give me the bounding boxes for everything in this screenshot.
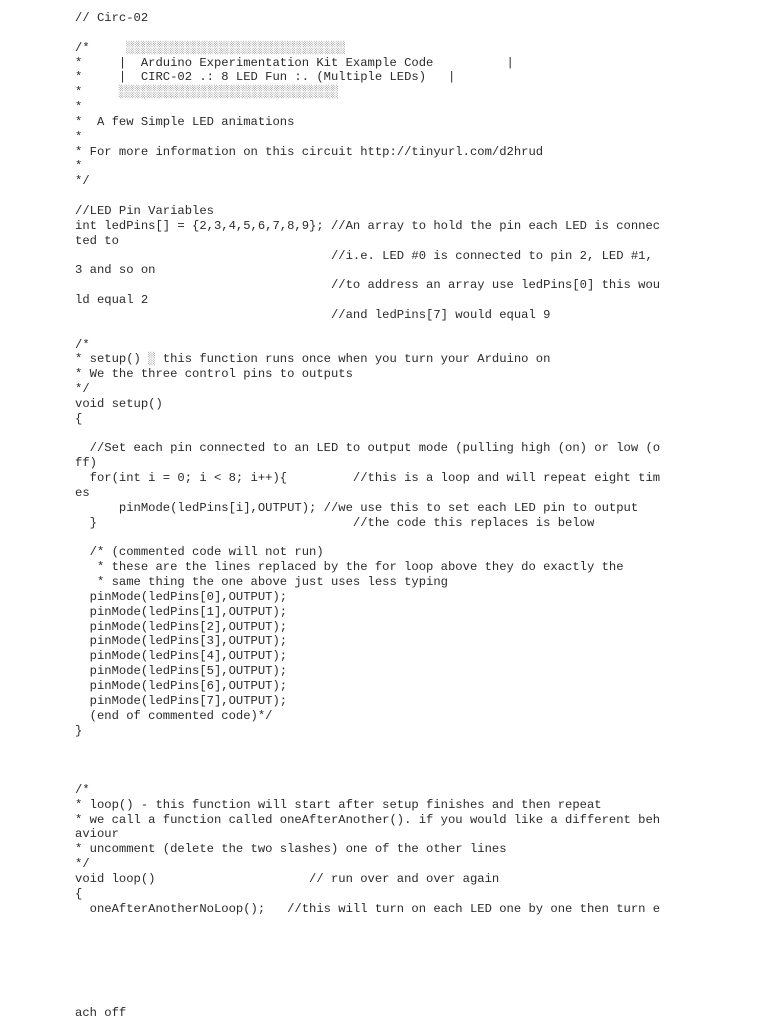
code-line: int ledPins[] = {2,3,4,5,6,7,8,9}; //An array to hold the pin each LED is connec	[75, 218, 661, 233]
code-line: pinMode(ledPins[2],OUTPUT);	[75, 619, 288, 634]
code-line: * A few Simple LED animations	[75, 114, 295, 129]
code-line: pinMode(ledPins[5],OUTPUT);	[75, 664, 288, 679]
code-line: pinMode(ledPins[i],OUTPUT); //we use this to set each LED pin to output	[75, 500, 639, 515]
code-line: * we call a function called oneAfterAnother(). if you would like a different beh	[75, 812, 661, 827]
code-line: */	[75, 174, 90, 189]
code-line: *	[75, 159, 83, 174]
code-line: //Set each pin connected to an LED to output mode (pulling high (on) or low (o	[75, 441, 661, 456]
code-line: * ░░░░░░░░░░░░░░░░░░░░░░░░░░░░░░	[75, 85, 339, 100]
code-line: // Circ-02	[75, 11, 149, 25]
code-line: */	[75, 382, 90, 397]
code-line: * these are the lines replaced by the for loop above they do exactly the	[75, 560, 624, 575]
code-line: ld equal 2	[75, 293, 149, 308]
code-line	[75, 768, 675, 783]
code-line: * | Arduino Experimentation Kit Example Code |	[75, 55, 514, 70]
code-line: */	[75, 857, 90, 872]
code-line	[75, 323, 675, 338]
code-line: pinMode(ledPins[1],OUTPUT);	[75, 604, 288, 619]
code-line: pinMode(ledPins[7],OUTPUT);	[75, 693, 288, 708]
code-line: //i.e. LED #0 is connected to pin 2, LED #1,	[75, 248, 653, 263]
code-line: /* ░░░░░░░░░░░░░░░░░░░░░░░░░░░░░░	[75, 40, 346, 55]
code-line: 3 and so on	[75, 263, 156, 278]
code-listing	[75, 11, 675, 916]
code-line: aviour	[75, 827, 119, 842]
code-line: } //the code this replaces is below	[75, 515, 595, 530]
code-line: ted to	[75, 233, 119, 248]
code-line: //and ledPins[7] would equal 9	[75, 307, 551, 322]
code-line: * | CIRC-02 .: 8 LED Fun :. (Multiple LEDs) |	[75, 70, 456, 85]
code-line: oneAfterAnotherNoLoop(); //this will turn on each LED one by one then turn e	[75, 901, 661, 916]
code-line: *	[75, 100, 83, 115]
code-line	[75, 531, 675, 546]
code-line: for(int i = 0; i < 8; i++){ //this is a loop and will repeat eight tim	[75, 471, 661, 486]
code-line-continuation: ach off	[75, 1006, 127, 1020]
code-line: ff)	[75, 456, 97, 471]
code-line: * loop() - this function will start after setup finishes and then repeat	[75, 797, 602, 812]
code-line: * uncomment (delete the two slashes) one of the other lines	[75, 842, 507, 857]
code-line	[75, 738, 675, 753]
code-line: pinMode(ledPins[3],OUTPUT);	[75, 634, 288, 649]
code-line: void setup()	[75, 396, 163, 411]
code-line: (end of commented code)*/	[75, 708, 273, 723]
code-line: void loop() // run over and over again	[75, 871, 500, 886]
code-line: /*	[75, 782, 90, 797]
code-line: }	[75, 723, 83, 738]
code-line: {	[75, 411, 83, 426]
code-line: * For more information on this circuit http://tinyurl.com/d2hrud	[75, 144, 544, 159]
code-line: pinMode(ledPins[4],OUTPUT);	[75, 649, 288, 664]
code-line: * same thing the one above just uses less typing	[75, 575, 448, 590]
code-line: //to address an array use ledPins[0] this wou	[75, 278, 661, 293]
code-line	[75, 189, 675, 204]
code-line	[75, 753, 675, 768]
code-line	[75, 427, 675, 442]
code-line: pinMode(ledPins[6],OUTPUT);	[75, 678, 288, 693]
code-line	[75, 26, 675, 41]
code-line: * We the three control pins to outputs	[75, 367, 353, 382]
code-line: * setup() ░ this function runs once when you turn your Arduino on	[75, 352, 551, 367]
code-line: //LED Pin Variables	[75, 203, 214, 218]
code-line: es	[75, 486, 90, 500]
code-line: /*	[75, 337, 90, 352]
code-line: {	[75, 886, 83, 901]
code-line: *	[75, 129, 83, 144]
code-line: /* (commented code will not run)	[75, 545, 324, 560]
code-line: pinMode(ledPins[0],OUTPUT);	[75, 589, 288, 604]
